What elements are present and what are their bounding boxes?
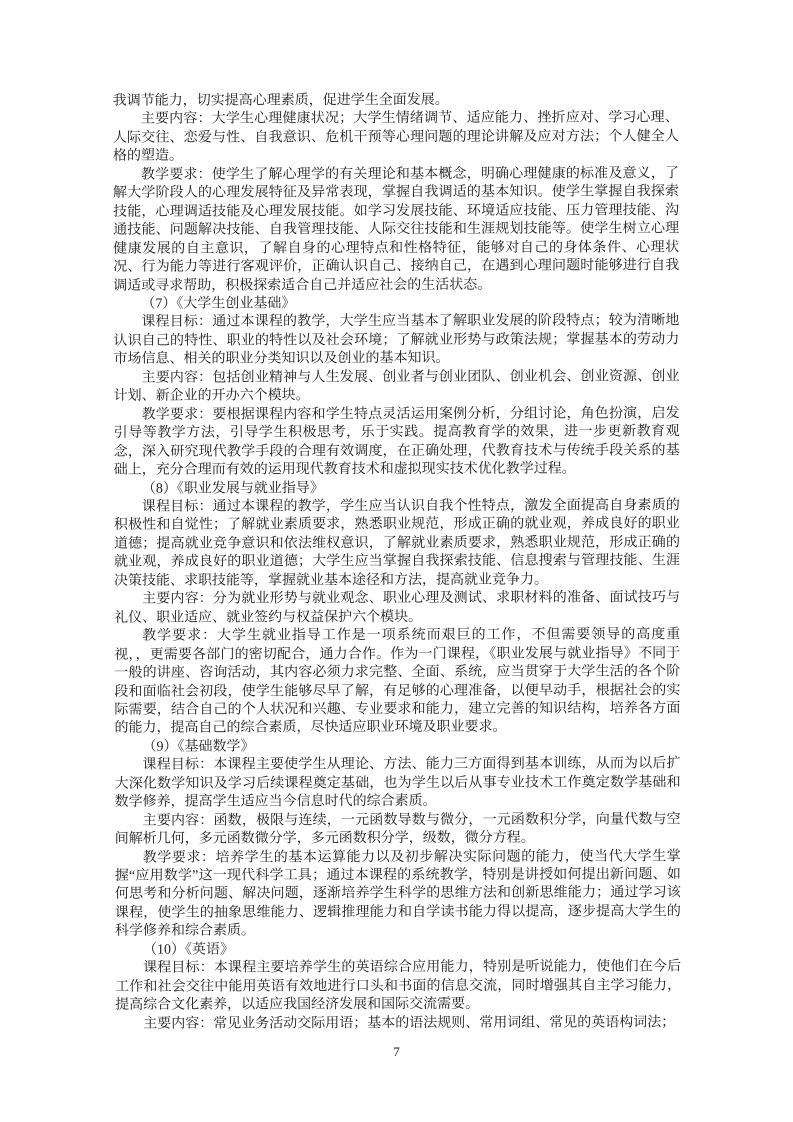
paragraph-teaching-requirements: 教学要求：大学生就业指导工作是一项系统而艰巨的工作，不但需要领导的高度重视，，更需要各部门的密切配合，通力合作。作为一门课程，《职业发展与就业指导》不同于一般的讲座、咨询活动，其内容必须力求完整、全面、系统，应当贯穿于大学生活的各个阶段和面临社会初段，使学生能够尽早了解，有足够的心理准备，以便早动手，根据社会的实际需要，结合自己的个人状况和兴趣、专业要求和能力，建立完善的知识结构，培养各方面的能力，提高自己的综合素质，尽快适应职业环境及职业要求。	[114, 627, 681, 737]
document-body	[113, 91, 681, 1034]
paragraph-course-goals: 课程目标：本课程主要培养学生的英语综合应用能力，特别是听说能力，使他们在今后工作和社会交往中能用英语有效地进行口头和书面的信息交流，同时增强其自主学习能力，提高综合文化素养，以适应我国经济发展和国际交流需要。	[115, 959, 682, 1013]
continuation-paragraph: 我调节能力，切实提高心理素质，促进学生全面发展。	[112, 92, 449, 109]
course-heading-9: （9）《基础数学》	[142, 739, 255, 755]
paragraph-main-content: 主要内容：包括创业精神与人生发展、创业者与创业团队、创业机会、创业资源、创业计划、新企业的开办六个模块。	[113, 369, 680, 404]
course-heading-7: （7）《大学生创业基础》	[141, 296, 296, 312]
paragraph-teaching-requirements: 教学要求：要根据课程内容和学生特点灵活运用案例分析，分组讨论，角色扮演，启发引导等教学方法，引导学生积极思考，乐于实践。提高教育学的效果，进一步更新教育观念，深入研究现代教学手段的合理有效调度，在正确处理，代教育技术与传统手段关系的基础上，充分合理而有效的运用现代教育技术和虚拟现实技术优化教学过程。	[113, 405, 680, 478]
course-heading-8: （8）《职业发展与就业指导》	[141, 480, 324, 497]
paragraph-course-goals: 课程目标：通过本课程的教学，大学生应当基本了解职业发展的阶段特点；较为清晰地认识自己的特性、职业的特性以及社会环境；了解就业形势与政策法规；掌握基本的劳动力市场信息、相关的职业分类知识以及创业的基本知识。	[113, 313, 680, 368]
paragraph-main-content: 主要内容：大学生心理健康状况；大学生情绪调节、适应能力、挫折应对、学习心理、人际交往、恋爱与性、自我意识、危机干预等心理问题的理论讲解及应对方法；个人健全人格的塑造。	[112, 110, 679, 165]
paragraph-course-goals: 课程目标：通过本课程的教学，学生应当认识自我个性特点，激发全面提高自身素质的积极性和自觉性；了解就业素质要求，熟悉职业规范，形成正确的就业观，养成良好的职业道德；提高就业竞争意识和依法维权意识，了解就业素质要求，熟悉职业规范，形成正确的就业观，养成良好的职业道德；大学生应当掌握自我探索技能、信息搜索与管理技能、生涯决策技能、求职技能等，掌握就业基本途径和方法，提高就业竞争力。	[113, 498, 681, 589]
paragraph-main-content: 主要内容：常见业务活动交际用语；基本的语法规则、常用词组、常见的英语构词法；	[143, 1014, 676, 1032]
page-number: 7	[393, 1044, 400, 1059]
paragraph-teaching-requirements: 教学要求：使学生了解心理学的有关理论和基本概念，明确心理健康的标准及意义，了解大学阶段人的心理发展特征及异常表现，掌握自我调适的基本知识。使学生掌握自我探索技能，心理调适技能及心理发展技能。如学习发展技能、环境适应技能、压力管理技能、沟通技能、问题解决技能、自我管理技能、人际交往技能和生涯规划技能等。使学生树立心理健康发展的自主意识，了解自身的心理特点和性格特征，能够对自己的身体条件、心理状况、行为能力等进行客观评价，正确认识自己、接纳自己，在遇到心理问题时能够进行自我调适或寻求帮助，积极探索适合自己并适应社会的生活状态。	[113, 166, 680, 294]
paragraph-teaching-requirements: 教学要求：培养学生的基本运算能力以及初步解决实际问题的能力，使当代大学生掌握“应用数学”这一现代科学工具；通过本课程的系统教学，特别是讲授如何提出新问题、如何思考和分析问题、解决问题，逐渐培养学生科学的思维方法和创新思维能力；通过学习该课程，使学生的抽象思维能力、逻辑推理能力和自学读书能力得以提高，逐步提高大学生的科学修养和综合素质。	[114, 848, 681, 940]
course-heading-10: （10）《英语》	[142, 942, 235, 958]
paragraph-main-content: 主要内容：函数，极限与连续，一元函数导数与微分，一元函数积分学，向量代数与空间解析几何，多元函数微分学，多元函数积分学，级数，微分方程。	[114, 811, 681, 847]
paragraph-main-content: 主要内容：分为就业形势与就业观念、职业心理及测试、求职材料的准备、面试技巧与礼仪、职业适应、就业签约与权益保护六个模块。	[114, 590, 681, 626]
paragraph-course-goals: 课程目标：本课程主要使学生从理论、方法、能力三方面得到基本训练，从而为以后扩大深化数学知识及学习后续课程奠定基础，也为学生以后从事专业技术工作奠定数学基础和数学修养，提高学生适应当今信息时代的综合素质。	[114, 756, 681, 810]
